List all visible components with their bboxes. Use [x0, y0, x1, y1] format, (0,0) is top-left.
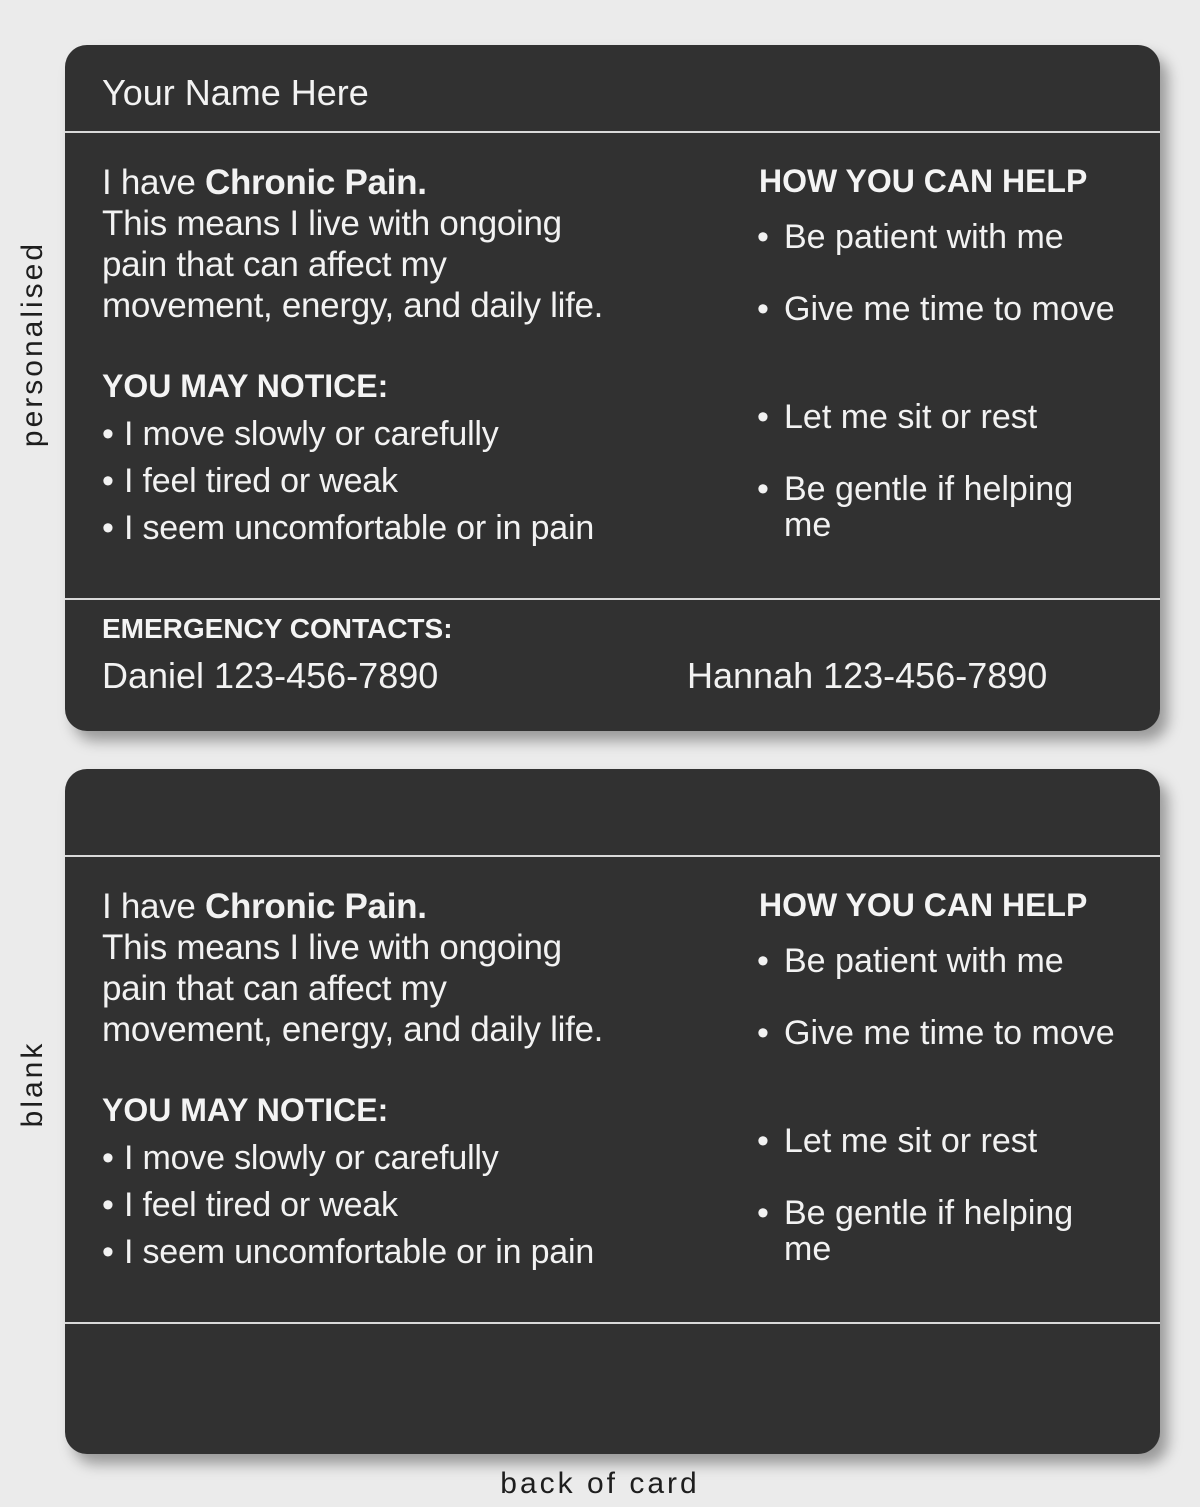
bullet-icon: •	[102, 462, 114, 500]
help-item	[757, 1123, 1127, 1159]
bullet-icon: •	[757, 290, 769, 328]
notice-item	[102, 1135, 594, 1182]
personalised-card	[65, 45, 1160, 731]
notice-item-text: I feel tired or weak	[124, 462, 398, 500]
bullet-icon: •	[102, 509, 114, 547]
intro-line-4: movement, energy, and daily life.	[102, 286, 604, 325]
help-item	[757, 1015, 1127, 1051]
condition-name: Chronic Pain.	[204, 163, 427, 202]
notice-item	[102, 1182, 594, 1229]
notice-item	[102, 458, 594, 505]
notice-item	[102, 1229, 594, 1276]
help-item	[757, 291, 1127, 327]
help-item	[757, 1195, 1127, 1267]
help-heading: HOW YOU CAN HELP	[759, 887, 1088, 923]
help-item-text: Give me time to move	[784, 1014, 1115, 1052]
intro-line-2: This means I live with ongoing	[102, 928, 562, 967]
bullet-icon: •	[757, 1014, 769, 1052]
help-heading: HOW YOU CAN HELP	[759, 163, 1088, 199]
help-item-text: Be patient with me	[784, 942, 1064, 980]
bullet-icon: •	[757, 398, 769, 436]
bullet-icon: •	[102, 415, 114, 453]
notice-heading: YOU MAY NOTICE:	[102, 1092, 389, 1128]
intro-line-3: pain that can affect my	[102, 245, 447, 284]
help-item-text: Let me sit or rest	[784, 398, 1038, 436]
card-name: Your Name Here	[102, 72, 369, 113]
emergency-contact-1: Daniel 123-456-7890	[102, 655, 439, 696]
bullet-icon: •	[757, 1122, 769, 1160]
intro-line-2: This means I live with ongoing	[102, 204, 562, 243]
help-item-text: Give me time to move	[784, 290, 1115, 328]
bullet-icon: •	[757, 218, 769, 256]
notice-list	[102, 1135, 594, 1276]
notice-item	[102, 411, 594, 458]
bullet-icon: •	[757, 942, 769, 980]
intro-line-3: pain that can affect my	[102, 969, 447, 1008]
help-item	[757, 399, 1127, 435]
notice-item-text: I seem uncomfortable or in pain	[124, 1233, 595, 1271]
help-item-text: Be gentle if helping me	[784, 1194, 1074, 1268]
blank-card	[65, 769, 1160, 1454]
help-item-text: Be patient with me	[784, 218, 1064, 256]
help-item	[757, 471, 1127, 543]
notice-item-text: I move slowly or carefully	[124, 1139, 499, 1177]
intro-line-1	[102, 162, 722, 203]
notice-item-text: I feel tired or weak	[124, 1186, 398, 1224]
card-divider-top	[65, 131, 1160, 133]
intro-line-4: movement, energy, and daily life.	[102, 1010, 604, 1049]
condition-name: Chronic Pain.	[204, 887, 427, 926]
side-label-personalised: personalised	[16, 240, 49, 448]
help-item	[757, 943, 1127, 979]
emergency-contacts-heading: EMERGENCY CONTACTS:	[102, 613, 453, 644]
notice-item-text: I seem uncomfortable or in pain	[124, 509, 595, 547]
intro-prefix: I have	[102, 887, 205, 926]
help-item-text: Be gentle if helping me	[784, 470, 1074, 544]
back-of-card-label: back of card	[500, 1467, 700, 1500]
bullet-icon: •	[102, 1233, 114, 1271]
bullet-icon: •	[757, 470, 769, 508]
intro-prefix: I have	[102, 163, 205, 202]
card-divider-top	[65, 855, 1160, 857]
intro-text	[102, 886, 722, 1050]
notice-item-text: I move slowly or carefully	[124, 415, 499, 453]
card-divider-bottom	[65, 598, 1160, 600]
emergency-contact-2: Hannah 123-456-7890	[687, 655, 1048, 696]
intro-line-1	[102, 886, 722, 927]
notice-heading: YOU MAY NOTICE:	[102, 368, 389, 404]
bullet-icon: •	[102, 1139, 114, 1177]
bullet-icon: •	[757, 1194, 769, 1232]
bullet-icon: •	[102, 1186, 114, 1224]
card-divider-bottom	[65, 1322, 1160, 1324]
help-item	[757, 219, 1127, 255]
side-label-blank: blank	[16, 1040, 49, 1128]
intro-text	[102, 162, 722, 326]
notice-list	[102, 411, 594, 552]
help-item-text: Let me sit or rest	[784, 1122, 1038, 1160]
notice-item	[102, 505, 594, 552]
